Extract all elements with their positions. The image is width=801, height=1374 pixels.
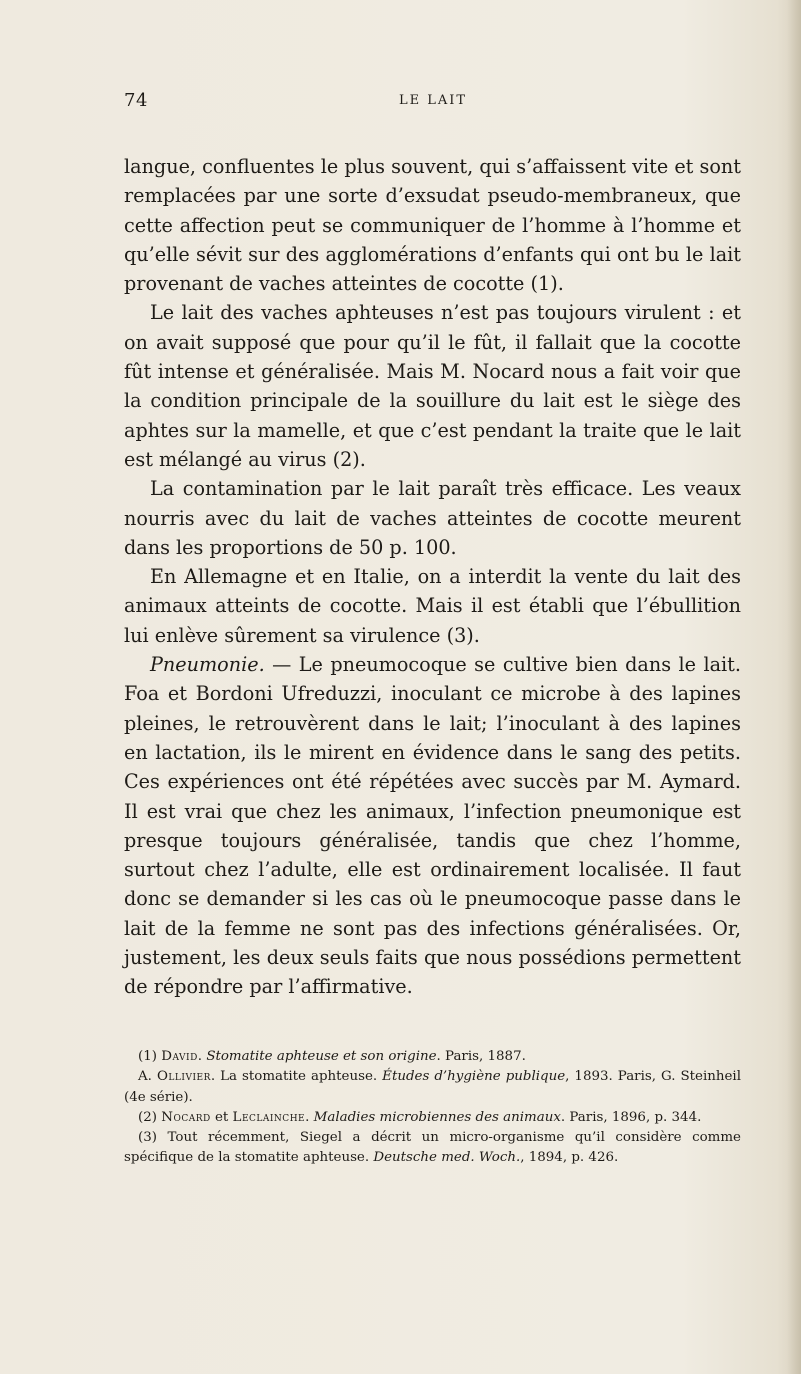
main-text [124,152,741,1002]
footnote-1-text-2: . La stomatite aphteuse. [210,1069,383,1085]
page-number: 74 [124,90,148,111]
footnote-2-separator: . [305,1109,314,1125]
footnote-1-author-1: David [161,1049,198,1064]
footnote-2-rest: . Paris, 1896, p. 344. [560,1109,702,1125]
footnote-3-title: Deutsche med. Woch. [373,1150,521,1166]
footnote-1-author-2: Ollivier [156,1069,211,1085]
footnote-1 [124,1047,741,1067]
footnote-3-text: (3) Tout récemment, Siegel a décrit un micro-organisme qu’il considère comme spécifique de la stomatite aphteuse. [124,1130,741,1166]
footnote-1-rest-1: . Paris, 1887. [436,1049,526,1064]
footnote-2-author-2: Leclainche [232,1109,306,1125]
section-heading-pneumonie: Pneumonie. [150,653,265,677]
paragraph-pneumonie-body: — Le pneumocoque se cultive bien dans le lait. Foa et Bordoni Ufreduzzi, inoculant ce microbe à des lapines pleines, le retrouvèrent dans le lait; l’inoculant à des lapines en lactation, ils le mirent en évidence dans le sang des petits. Ces expériences ont été répétées avec succès par M. Aymard. Il est vrai que chez les animaux, l’infection pneumonique est presque toujours généralisée, tandis que chez l’homme, surtout chez l’adulte, elle est ordinairement localisée. Il faut donc se demander si les cas où le pneumocoque passe dans le lait de la femme ne sont pas des infections généralisées. Or, justement, les deux seuls faits que nous possédions permettent de répondre par l’affirmative. [124,653,741,999]
running-title: LE LAIT [398,93,468,108]
footnote-2 [124,1108,741,1128]
footnote-2-and: et [210,1109,233,1125]
footnote-2-marker: (2) [138,1109,162,1125]
footnote-1-continued [124,1067,741,1108]
footnote-2-author-1: Nocard [161,1109,211,1125]
footnote-1-author-2-prefix: A. [138,1069,157,1085]
footnote-2-title: Maladies microbiennes des animaux [313,1109,561,1125]
footnote-1-title-1: Stomatite aphteuse et son origine [206,1049,437,1064]
footnote-1-marker: (1) [138,1049,162,1064]
paragraph-2: Le lait des vaches aphteuses n’est pas toujours virulent : et on avait supposé que pour qu’il le fût, il fallait que la cocotte fût intense et généralisée. Mais M. Nocard nous a fait voir que la condition principale de la souillure du lait est le siège des aphtes sur la mamelle, et que c’est pendant la traite que le lait est mélangé au virus (2). [124,301,741,471]
footnote-1-separator: . [197,1049,207,1064]
footnote-1-rest-2: , 1893. Paris, G. Steinheil (4e série). [124,1069,741,1105]
page-edge-shadow [787,0,801,1374]
footnote-3 [124,1128,741,1169]
footnote-3-rest: , 1894, p. 426. [520,1150,619,1166]
paragraph-4: En Allemagne et en Italie, on a interdit la vente du lait des animaux atteints de cocotte. Mais il est établi que l’ébullition lui enlève sûrement sa virulence (3). [124,565,741,647]
paragraph-3: La contamination par le lait paraît très efficace. Les veaux nourris avec du lait de vaches atteintes de cocotte meurent dans les proportions de 50 p. 100. [124,477,741,559]
paragraph-1: langue, confluentes le plus souvent, qui s’affaissent vite et sont remplacées par une sorte d’exsudat pseudo-membraneux, que cette affection peut se communiquer de l’homme à l’homme et qu’elle sévit sur des agglomérations d’enfants qui ont bu le lait provenant de vaches atteintes de cocotte (1). [124,155,741,296]
paragraph-pneumonie [124,650,741,1002]
page-header [124,90,742,118]
footnote-1-title-2: Études d’hygiène publique [382,1069,566,1085]
footnotes [124,1047,741,1169]
